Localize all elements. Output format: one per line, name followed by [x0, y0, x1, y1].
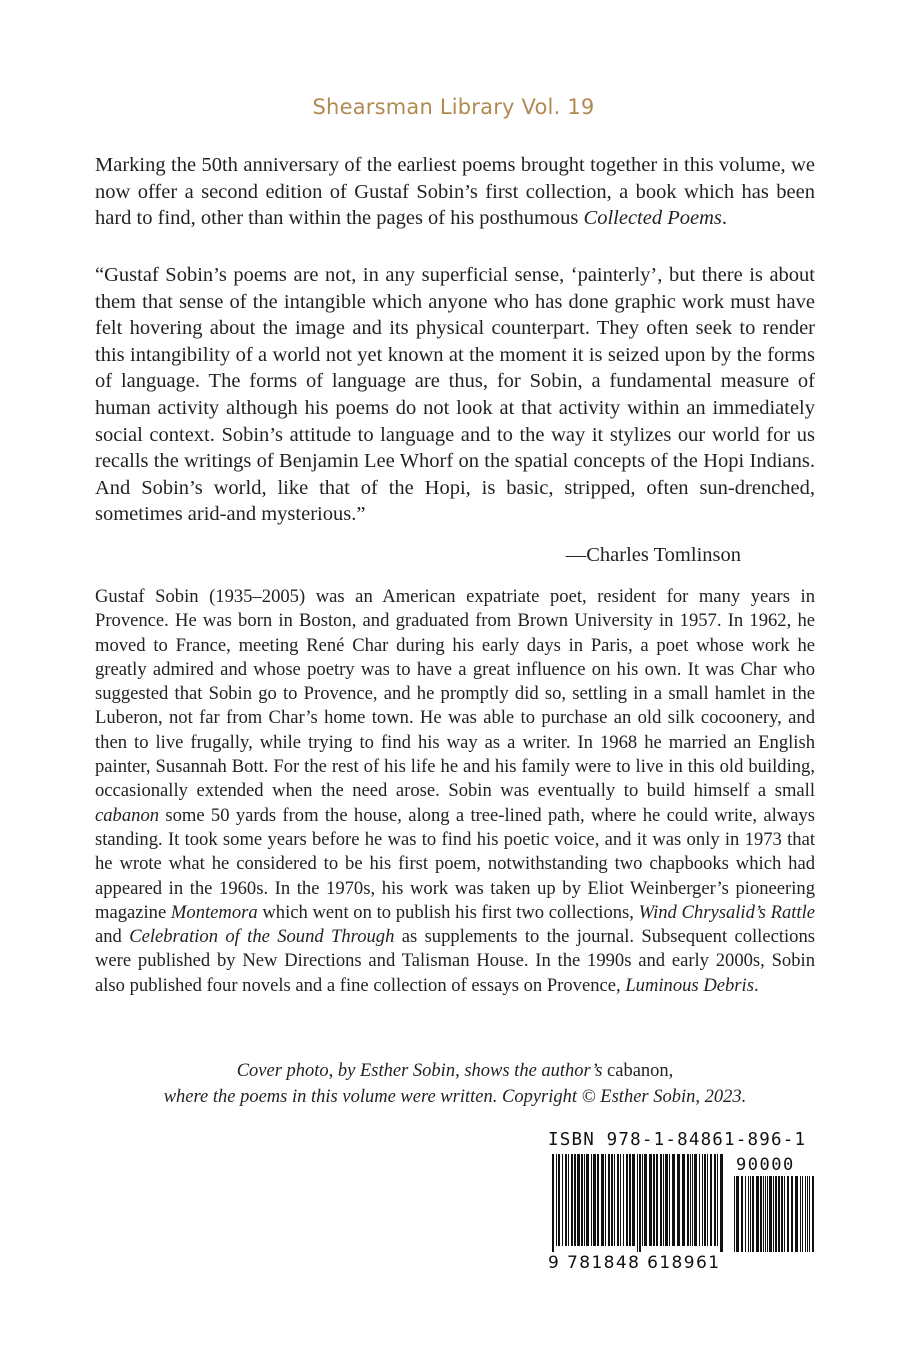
barcode-bar [571, 1154, 573, 1246]
barcode-bar [597, 1154, 599, 1246]
barcode-bar [687, 1154, 689, 1246]
barcode-bar [665, 1154, 668, 1246]
caption-line2: where the poems in this volume were written. Copyright © Esther Sobin, 2023. [163, 1087, 747, 1107]
barcode-bar [632, 1154, 635, 1246]
barcode-bar [669, 1154, 670, 1246]
barcode-bar [552, 1154, 554, 1252]
isbn-barcode [548, 1130, 818, 1278]
addon-bar [807, 1176, 808, 1252]
barcode-bar [694, 1154, 697, 1246]
author-bio [95, 585, 815, 998]
addon-bar [756, 1176, 759, 1252]
intro-book-title: Collected Poems [583, 207, 722, 230]
barcode-bar [601, 1154, 604, 1246]
barcode-bar [623, 1154, 624, 1246]
addon-bar [784, 1176, 785, 1252]
barcode-bar [556, 1154, 557, 1246]
barcode-bar [586, 1154, 589, 1246]
series-title: Shearsman Library Vol. 19 [312, 95, 595, 119]
bio-italic-celebration: Celebration of the Sound Through [129, 926, 395, 948]
barcode-bar [608, 1154, 610, 1246]
cover-photo-caption [95, 1058, 815, 1110]
bio-italic-wind: Wind Chrysalid’s Rattle [638, 901, 815, 923]
barcode-bar [710, 1154, 712, 1246]
addon-bar [763, 1176, 764, 1252]
barcode-bar [574, 1154, 576, 1246]
bio-text-4: and [95, 926, 130, 948]
barcode-bar [584, 1154, 585, 1246]
barcode-bar [605, 1154, 606, 1246]
barcode-bar [642, 1154, 643, 1246]
barcode-bar [714, 1154, 716, 1246]
addon-bar [812, 1176, 814, 1252]
addon-bar [773, 1176, 774, 1252]
addon-bar [760, 1176, 762, 1252]
addon-bar [805, 1176, 806, 1252]
addon-bar [800, 1176, 801, 1252]
caption-line1-b: cabanon [607, 1061, 669, 1081]
addon-bar [752, 1176, 754, 1252]
barcode-bar [699, 1154, 700, 1246]
barcode-bar [581, 1154, 583, 1246]
blurb-quote: “Gustaf Sobin’s poems are not, in any superficial sense, ‘painterly’, but there is about them that sense of the intangible which anyone who has done graphic work must have felt hovering about the image and its physical counterpart. They often seek to render this intangibility of a world not yet known at the moment it is seized upon by the forms of language. The forms of language are thus, for Sobin, a fundamental measure of human activity although his poems do not look at that activity within an immediately social context. Sobin’s attitude to language and to the way it stylizes our world for us recalls the writings of Benjamin Lee Whorf on the spatial concepts of the Hopi Indians. And Sobin’s world, like that of the Hopi, is basic, stripped, often sun-drenched, sometimes arid-and mysterious.” [95, 264, 815, 526]
isbn-label: ISBN 978-1-84861-896-1 [548, 1130, 807, 1150]
barcode-bar [611, 1154, 613, 1246]
addon-bar [802, 1176, 803, 1252]
addon-bar [741, 1176, 743, 1252]
intro-end: . [721, 207, 727, 230]
barcode-bar [591, 1154, 592, 1246]
addon-bar [781, 1176, 783, 1252]
bio-text-3: which went on to publish his first two collections, [257, 901, 639, 923]
barcode-bar [620, 1154, 621, 1246]
barcode-bar [617, 1154, 619, 1246]
ean-digits: 9 781848 618961 [548, 1253, 721, 1273]
barcode-bar [577, 1154, 580, 1246]
addon-bar [767, 1176, 768, 1252]
addon-bar [736, 1176, 739, 1252]
addon-bar [745, 1176, 746, 1252]
barcode-bar [660, 1154, 662, 1246]
barcode-bar [717, 1154, 718, 1246]
bio-text-5: as supplements to the journal. Subsequent collections were published by New Directions and Talisman House. In the 1990s and early 2000s, Sobin also published four novels and a fine collection of essays on Provence, [95, 926, 815, 996]
barcode-bar [614, 1154, 615, 1246]
caption-line1-c: , [668, 1061, 674, 1081]
barcode-bar [663, 1154, 664, 1246]
bio-text-1: Gustaf Sobin (1935–2005) was an American expatriate poet, resident for many years in Provence. He was born in Boston, and graduated from Brown University in 1957. In 1962, he moved to France, meeting René Char during his early days in Paris, a poet whose work he greatly admired and whose poetry was to have a great influence on his own. It was Char who suggested that Sobin go to Provence, and he promptly did so, settling in a small hamlet in the Luberon, not far from Char’s home town. He was able to purchase an old silk cocoonery, and then to live frugally, while trying to find his way as a writer. In 1968 he married an English painter, Susannah Bott. For the rest of his life he and his family were to live in this old building, occasionally extended when the need arose. Sobin was eventually to build himself a small [95, 586, 815, 802]
addon-bar [765, 1176, 766, 1252]
addon-bar [750, 1176, 751, 1252]
bio-italic-luminous: Luminous Debris [625, 974, 754, 996]
barcode-bar [629, 1154, 631, 1246]
barcode-bar [626, 1154, 628, 1246]
bio-text-2: some 50 yards from the house, along a tree-lined path, where he could write, always standing. It took some years before he was to find his poetic voice, and it was only in 1973 that he wrote what he considered to be his first poem, notwithstanding two chapbooks which had appeared in the 1960s. In the 1970s, his work was taken up by Eliot Weinberger’s pioneering magazine [95, 804, 815, 923]
addon-bar [734, 1176, 735, 1252]
addon-bar [748, 1176, 749, 1252]
barcode-bar [637, 1154, 638, 1252]
barcode-bar [702, 1154, 703, 1246]
bio-italic-montemora: Montemora [170, 901, 258, 923]
barcode-bar [644, 1154, 647, 1246]
barcode-bar [649, 1154, 652, 1246]
intro-paragraph [95, 152, 815, 232]
barcode-bar [656, 1154, 658, 1246]
price-addon-label: 90000 [736, 1155, 795, 1175]
barcode-bar [677, 1154, 680, 1246]
barcode-bar [653, 1154, 655, 1246]
addon-bar [778, 1176, 780, 1252]
barcode-bar [568, 1154, 569, 1246]
addon-bar [775, 1176, 777, 1252]
addon-bar [795, 1176, 798, 1252]
addon-bar [787, 1176, 789, 1252]
intro-text: Marking the 50th anniversary of the earliest poems brought together in this volume, we now offer a second edition of Gustaf Sobin’s first collection, a book which has been hard to find, other than within the pages of his posthumous [95, 154, 815, 230]
barcode-bar [707, 1154, 708, 1246]
caption-line1-a: Cover photo, by Esther Sobin, shows the author’s [236, 1061, 608, 1081]
barcode-bar [690, 1154, 691, 1246]
bio-text-6: . [753, 974, 759, 996]
barcode-bar [593, 1154, 596, 1246]
addon-bar [769, 1176, 772, 1252]
barcode-bar [565, 1154, 567, 1246]
addon-bar [791, 1176, 793, 1252]
barcode-bar [562, 1154, 563, 1246]
barcode-bar [704, 1154, 706, 1246]
bio-italic-cabanon: cabanon [95, 804, 160, 826]
barcode-bar [672, 1154, 675, 1246]
barcode-bar [558, 1154, 560, 1246]
barcode-bar [639, 1154, 641, 1252]
addon-bar [809, 1176, 810, 1252]
blurb-attribution: —Charles Tomlinson [565, 544, 741, 566]
barcode-bar [682, 1154, 685, 1246]
barcode-bars [548, 1154, 818, 1254]
barcode-bar [720, 1154, 723, 1252]
barcode-bar [692, 1154, 693, 1246]
